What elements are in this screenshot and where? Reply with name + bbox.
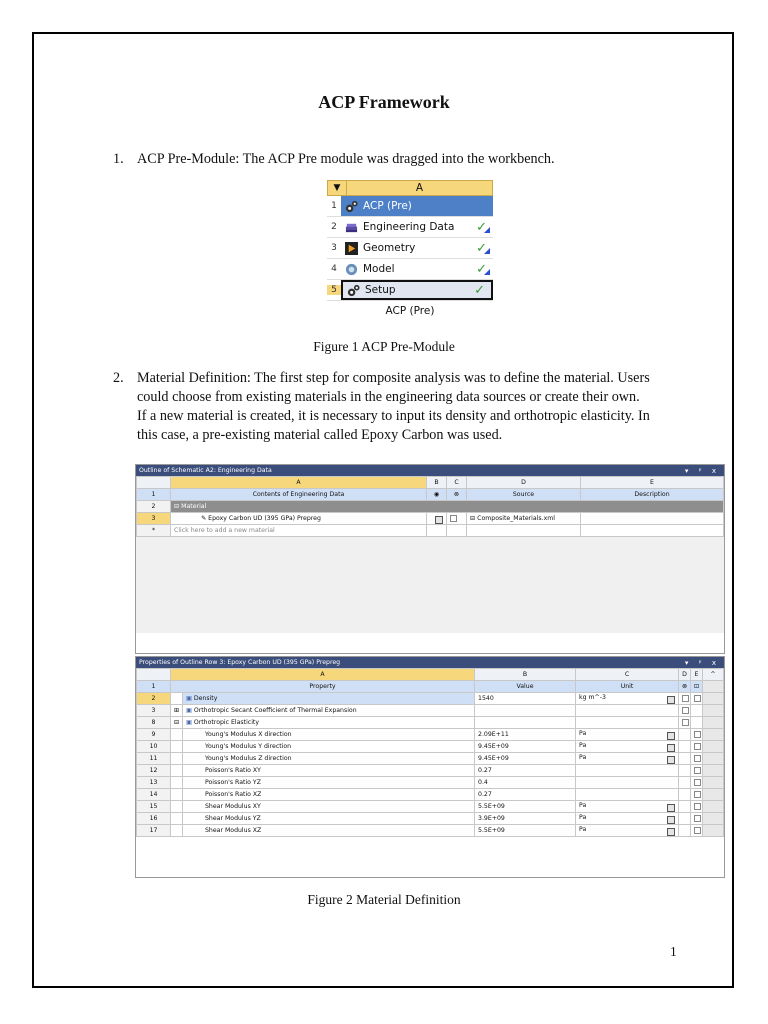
row-number: 2 — [331, 222, 337, 232]
check-icon: ✓ — [476, 261, 487, 277]
checkbox[interactable] — [682, 719, 689, 726]
checkbox-cell-e[interactable] — [691, 693, 703, 705]
checkbox-cell-d[interactable] — [679, 777, 691, 789]
source-name: Composite_Materials.xml — [477, 515, 556, 522]
value-cell[interactable]: 5.5E+09 — [475, 801, 576, 813]
column-header[interactable]: E — [691, 669, 703, 681]
checkbox[interactable] — [694, 695, 701, 702]
gears-icon — [345, 200, 358, 213]
schematic-row-model[interactable] — [327, 259, 493, 280]
unit-label: Pa — [579, 729, 587, 737]
column-header[interactable]: B — [475, 669, 576, 681]
check-icon: ✓ — [474, 282, 485, 298]
lock-icon: ◉ — [427, 489, 447, 501]
properties-panel[interactable] — [135, 656, 725, 878]
schematic-header — [327, 180, 493, 196]
property-name: Shear Modulus XZ — [205, 827, 262, 834]
geometry-icon — [345, 242, 358, 255]
checkbox-cell-d[interactable] — [679, 705, 691, 717]
unit-cell[interactable] — [576, 693, 679, 705]
checkbox-cell-d[interactable] — [679, 765, 691, 777]
unit-dropdown-icon[interactable] — [667, 744, 675, 752]
scrollbar[interactable] — [703, 813, 724, 825]
column-header[interactable]: D — [467, 477, 581, 489]
column-label: A — [415, 182, 424, 194]
expander[interactable] — [171, 801, 183, 813]
text-line: could choose from existing materials in the engineering data sources or create their own. — [137, 389, 640, 405]
checkbox[interactable] — [694, 731, 701, 738]
column-title: Property — [171, 681, 475, 693]
property-name-cell[interactable] — [183, 693, 475, 705]
unit-cell[interactable] — [576, 705, 679, 717]
source-cell — [467, 513, 581, 525]
row-number: 11 — [137, 753, 171, 765]
schematic-row-engineering-data[interactable] — [327, 217, 493, 238]
checkbox-cell-e[interactable] — [691, 741, 703, 753]
property-row[interactable] — [137, 693, 724, 705]
unit-cell[interactable] — [576, 789, 679, 801]
link-arrow-icon — [484, 227, 490, 233]
expander[interactable] — [171, 777, 183, 789]
property-row[interactable] — [137, 753, 724, 765]
scrollbar[interactable] — [703, 717, 724, 729]
checkbox-cell-d[interactable] — [679, 717, 691, 729]
checkbox-cell-d[interactable] — [679, 789, 691, 801]
property-name: Poisson's Ratio YZ — [205, 779, 261, 786]
checkbox-cell-d[interactable] — [679, 801, 691, 813]
expander[interactable] — [171, 693, 183, 705]
checkbox-cell-e[interactable] — [691, 825, 703, 837]
unit-dropdown-icon[interactable] — [667, 732, 675, 740]
property-name-cell[interactable] — [183, 813, 475, 825]
checkbox-cell-d[interactable] — [679, 813, 691, 825]
property-name-cell[interactable] — [183, 789, 475, 801]
checkbox-cell-d[interactable] — [679, 729, 691, 741]
row-label: ACP (Pre) — [363, 200, 412, 212]
scroll-up-icon[interactable]: ^ — [703, 669, 724, 681]
row-number: 3 — [137, 705, 171, 717]
row-number: 10 — [137, 741, 171, 753]
outline-table[interactable] — [136, 476, 724, 537]
item-number: 2. — [113, 370, 124, 386]
panel-title: Outline of Schematic A2: Engineering Data — [139, 467, 272, 474]
status-icon: ⊗ — [447, 489, 467, 501]
panel-controls[interactable]: ▾ ᵖ x — [684, 466, 720, 475]
property-name: Orthotropic Secant Coefficient of Thermal Expansion — [193, 707, 357, 714]
checkbox[interactable] — [694, 743, 701, 750]
column-title: Contents of Engineering Data — [171, 489, 427, 501]
property-name-cell[interactable] — [183, 705, 475, 717]
dropdown-icon[interactable] — [435, 516, 443, 524]
material-name: Epoxy Carbon UD (395 GPa) Prepreg — [208, 515, 321, 522]
checkbox[interactable] — [694, 767, 701, 774]
checkbox-cell-d[interactable] — [679, 693, 691, 705]
column-header[interactable]: C — [576, 669, 679, 681]
row-number: 5 — [327, 285, 341, 295]
material-icon: ✎ — [201, 515, 207, 522]
text-line: this case, a pre-existing material called Epoxy Carbon was used. — [137, 427, 503, 443]
unit-cell[interactable] — [576, 825, 679, 837]
row-number: 2 — [137, 693, 171, 705]
unit-label: Pa — [579, 813, 587, 821]
scrollbar[interactable] — [703, 825, 724, 837]
column-header[interactable]: C — [447, 477, 467, 489]
panel-controls[interactable]: ▾ ᵖ x — [684, 658, 720, 667]
property-name-cell[interactable] — [183, 741, 475, 753]
text-line: If a new material is created, it is necessary to input its density and orthotropic elasticity. In — [137, 408, 650, 424]
expander[interactable] — [171, 741, 183, 753]
scrollbar[interactable] — [703, 729, 724, 741]
property-row[interactable] — [137, 741, 724, 753]
properties-table[interactable]: A B C D E ^ 1 Property Value Unit ⊗ ⊡ 2 ▣ Density 1540 kg m^-3 3 ⊞ ▣ Orthotropic Secant Coefficient of Thermal Expansion 8 ⊟ ▣ Orthotropic Elasticity 9 Young's Modulus X direction 2.09E+11 Pa 10 Young's Modulus Y direction 9.45E+09 Pa 11 Young's Modulus Z direction 9.45E+09 Pa 12 Poisson's Ratio XY 0.27 13 Poisson's Ratio YZ 0.4 14 Poisson's Ratio XZ 0.27 15 Shear Modulus XY 5.5E+09 Pa 16 Shear Modulus YZ 3.9E+09 Pa 17 Shear Modulus XZ 5.5E+09 Pa — [136, 668, 724, 837]
value-cell[interactable]: 9.45E+09 — [475, 753, 576, 765]
property-name-cell[interactable] — [183, 717, 475, 729]
property-row[interactable] — [137, 789, 724, 801]
scrollbar[interactable] — [703, 753, 724, 765]
row-number: 1 — [137, 489, 171, 501]
scrollbar[interactable] — [703, 801, 724, 813]
library-icon: ⊟ — [470, 515, 476, 522]
expander[interactable]: ⊟ — [171, 717, 183, 729]
unit-label: Pa — [579, 753, 587, 761]
param-icon: ⊡ — [691, 681, 703, 693]
row-number: 13 — [137, 777, 171, 789]
checkbox-cell-d[interactable] — [679, 753, 691, 765]
row-number: 14 — [137, 789, 171, 801]
unit-cell[interactable] — [576, 753, 679, 765]
material-group-row[interactable] — [171, 501, 724, 513]
page-number: 1 — [670, 944, 677, 959]
expander[interactable] — [171, 753, 183, 765]
value-cell[interactable]: 1540 — [475, 693, 576, 705]
collapse-icon[interactable]: ⊟ — [174, 503, 180, 510]
status-icon: ⊗ — [679, 681, 691, 693]
expander[interactable] — [171, 765, 183, 777]
acp-pre-schematic[interactable] — [327, 180, 493, 317]
expander[interactable] — [171, 729, 183, 741]
column-header[interactable]: A — [171, 477, 427, 489]
checkbox-cell-e[interactable] — [691, 765, 703, 777]
property-name-cell[interactable] — [183, 801, 475, 813]
material-cell[interactable] — [171, 513, 427, 525]
model-icon — [345, 263, 358, 276]
value-cell[interactable]: 2.09E+11 — [475, 729, 576, 741]
checkbox-cell-e[interactable] — [691, 717, 703, 729]
text-line: Material Definition: The first step for composite analysis was to define the material. Users — [137, 370, 650, 386]
property-name-cell[interactable] — [183, 729, 475, 741]
property-icon: ▣ — [186, 695, 192, 702]
checkbox[interactable] — [694, 815, 701, 822]
properties-titlebar — [136, 657, 724, 668]
value-cell[interactable]: 5.5E+09 — [475, 825, 576, 837]
unit-cell[interactable] — [576, 765, 679, 777]
scrollbar[interactable] — [703, 705, 724, 717]
property-name: Shear Modulus XY — [205, 803, 261, 810]
unit-dropdown-icon[interactable] — [667, 816, 675, 824]
property-name: Shear Modulus YZ — [205, 815, 261, 822]
checkbox-cell-e[interactable] — [691, 705, 703, 717]
value-cell[interactable]: 3.9E+09 — [475, 813, 576, 825]
outline-panel[interactable] — [135, 464, 725, 654]
item-text — [137, 369, 707, 445]
property-row[interactable] — [137, 717, 724, 729]
row-label: Setup — [365, 284, 396, 296]
checkbox[interactable] — [450, 515, 457, 522]
property-name-cell[interactable] — [183, 777, 475, 789]
outline-empty-area — [136, 537, 724, 633]
unit-dropdown-icon[interactable] — [667, 804, 675, 812]
column-header[interactable]: A — [171, 669, 475, 681]
row-label: Model — [363, 263, 395, 275]
expander[interactable]: ⊞ — [171, 705, 183, 717]
checkbox[interactable] — [694, 827, 701, 834]
check-icon: ✓ — [476, 219, 487, 235]
property-row[interactable] — [137, 705, 724, 717]
column-title: Value — [475, 681, 576, 693]
scrollbar[interactable] — [703, 789, 724, 801]
property-row[interactable] — [137, 801, 724, 813]
checkbox[interactable] — [694, 755, 701, 762]
expander[interactable] — [171, 813, 183, 825]
checkbox[interactable] — [682, 707, 689, 714]
row-number: * — [137, 525, 171, 537]
document-title: ACP Framework — [318, 92, 450, 112]
unit-cell[interactable] — [576, 801, 679, 813]
column-header[interactable]: D — [679, 669, 691, 681]
value-cell[interactable]: 0.27 — [475, 789, 576, 801]
row-number: 3 — [331, 243, 337, 253]
checkbox[interactable] — [694, 779, 701, 786]
scrollbar[interactable] — [703, 681, 724, 693]
value-cell[interactable]: 9.45E+09 — [475, 741, 576, 753]
property-name-cell[interactable] — [183, 825, 475, 837]
unit-label: kg m^-3 — [579, 693, 606, 701]
scrollbar[interactable] — [703, 777, 724, 789]
gears-icon — [347, 284, 360, 297]
value-cell[interactable]: 0.4 — [475, 777, 576, 789]
unit-dropdown-icon[interactable] — [667, 696, 675, 704]
property-name: Orthotropic Elasticity — [193, 719, 260, 726]
expander[interactable] — [171, 789, 183, 801]
group-label: Material — [181, 503, 207, 510]
row-number: 2 — [137, 501, 171, 513]
property-name-cell[interactable] — [183, 753, 475, 765]
unit-cell[interactable] — [576, 777, 679, 789]
column-header[interactable]: B — [427, 477, 447, 489]
unit-label: Pa — [579, 801, 587, 809]
checkbox-cell-e[interactable] — [691, 789, 703, 801]
checkbox-cell-e[interactable] — [691, 753, 703, 765]
property-icon: ▣ — [186, 719, 192, 726]
row-number: 17 — [137, 825, 171, 837]
unit-cell[interactable] — [576, 717, 679, 729]
schematic-row-setup[interactable] — [327, 280, 493, 301]
unit-label: Pa — [579, 825, 587, 833]
property-row[interactable] — [137, 825, 724, 837]
dropdown-cell[interactable] — [427, 513, 447, 525]
property-row[interactable] — [137, 729, 724, 741]
property-row[interactable] — [137, 813, 724, 825]
link-arrow-icon — [484, 269, 490, 275]
checkbox-cell-d[interactable] — [679, 741, 691, 753]
checkbox-cell-d[interactable] — [679, 825, 691, 837]
system-label: ACP (Pre) — [385, 305, 435, 317]
property-row[interactable] — [137, 765, 724, 777]
row-number: 9 — [137, 729, 171, 741]
value-cell[interactable]: 0.27 — [475, 765, 576, 777]
schematic-row-geometry[interactable] — [327, 238, 493, 259]
schematic-row-acp[interactable] — [327, 196, 493, 217]
property-name: Density — [193, 695, 218, 702]
scrollbar[interactable] — [703, 765, 724, 777]
check-icon: ✓ — [476, 240, 487, 256]
item-text: ACP Pre-Module: The ACP Pre module was dragged into the workbench. — [137, 151, 555, 167]
figure-1-caption: Figure 1 ACP Pre-Module — [313, 339, 455, 354]
column-title: Source — [467, 489, 581, 501]
unit-cell[interactable] — [576, 813, 679, 825]
property-name: Young's Modulus Z direction — [205, 755, 292, 762]
link-arrow-icon — [484, 248, 490, 254]
unit-cell[interactable] — [576, 729, 679, 741]
checkbox-cell-e[interactable] — [691, 801, 703, 813]
value-cell[interactable] — [475, 705, 576, 717]
row-number: 12 — [137, 765, 171, 777]
property-name: Poisson's Ratio XY — [205, 767, 261, 774]
column-title: Unit — [576, 681, 679, 693]
unit-dropdown-icon[interactable] — [667, 756, 675, 764]
checkbox-cell[interactable] — [447, 513, 467, 525]
item-number: 1. — [113, 151, 124, 167]
scrollbar[interactable] — [703, 693, 724, 705]
panel-title: Properties of Outline Row 3: Epoxy Carbon UD (395 GPa) Prepreg — [139, 659, 341, 666]
figure-2-caption: Figure 2 Material Definition — [307, 892, 461, 907]
checkbox-cell-e[interactable] — [691, 777, 703, 789]
property-name-cell[interactable] — [183, 765, 475, 777]
scrollbar[interactable] — [703, 741, 724, 753]
unit-label: Pa — [579, 741, 587, 749]
unit-cell[interactable] — [576, 741, 679, 753]
row-number: 8 — [137, 717, 171, 729]
row-label: Engineering Data — [363, 221, 455, 233]
row-number: 15 — [137, 801, 171, 813]
expander[interactable] — [171, 825, 183, 837]
checkbox[interactable] — [694, 791, 701, 798]
property-row[interactable] — [137, 777, 724, 789]
collapse-icon[interactable]: ▼ — [328, 181, 347, 195]
checkbox-cell-e[interactable] — [691, 729, 703, 741]
row-number: 16 — [137, 813, 171, 825]
property-name: Young's Modulus Y direction — [205, 743, 292, 750]
row-label: Geometry — [363, 242, 416, 254]
books-icon — [345, 221, 358, 234]
property-name: Young's Modulus X direction — [205, 731, 292, 738]
column-title: Description — [581, 489, 724, 501]
row-number: 1 — [331, 201, 337, 211]
unit-dropdown-icon[interactable] — [667, 828, 675, 836]
property-icon: ▣ — [186, 707, 192, 714]
value-cell[interactable] — [475, 717, 576, 729]
checkbox-cell-e[interactable] — [691, 813, 703, 825]
checkbox[interactable] — [694, 803, 701, 810]
column-header[interactable]: E — [581, 477, 724, 489]
checkbox[interactable] — [682, 695, 689, 702]
add-material-input[interactable]: Click here to add a new material — [171, 525, 427, 537]
row-number: 3 — [137, 513, 171, 525]
outline-titlebar — [136, 465, 724, 476]
row-number: 4 — [331, 264, 337, 274]
property-name: Poisson's Ratio XZ — [205, 791, 262, 798]
